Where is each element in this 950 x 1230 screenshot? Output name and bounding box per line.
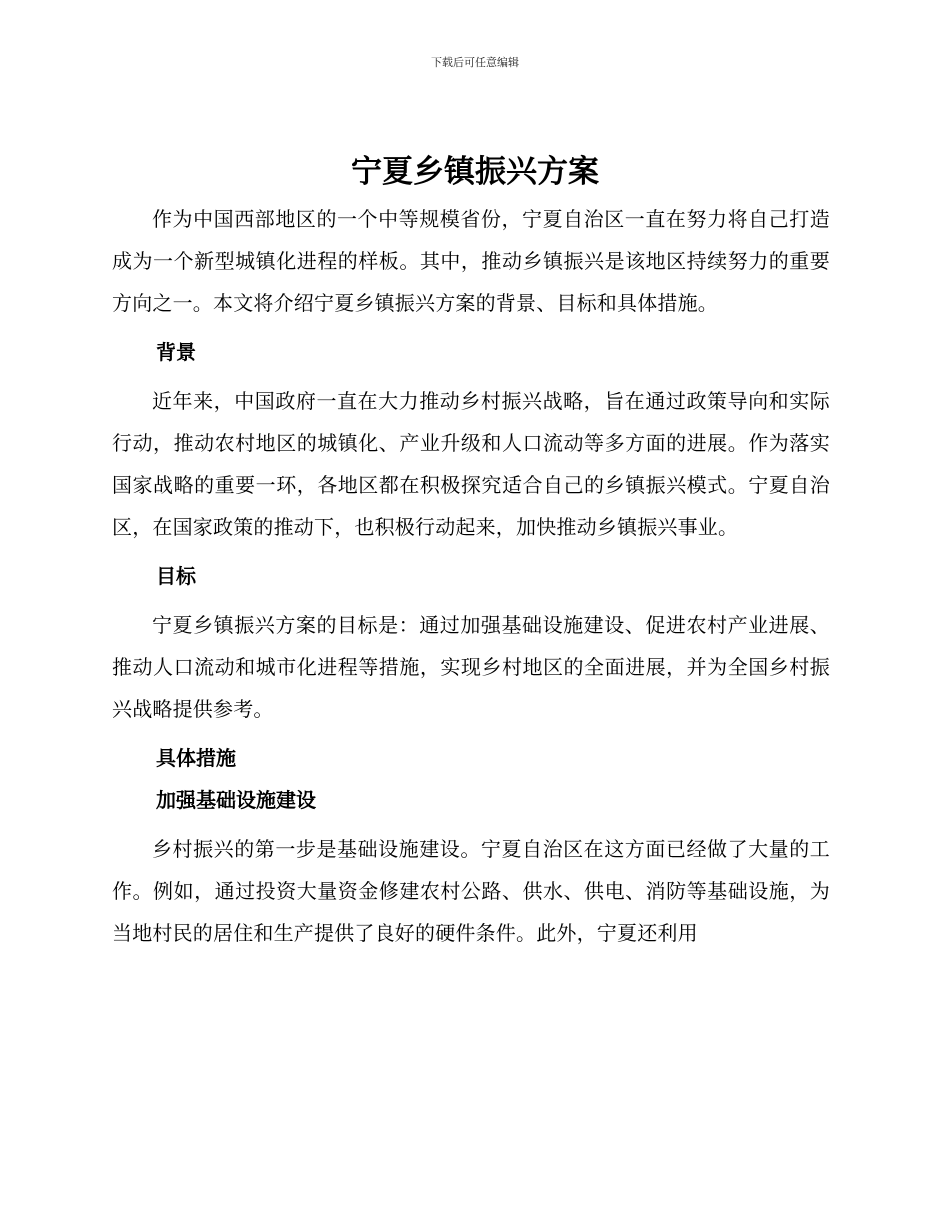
- document-body: [112, 198, 830, 954]
- section-heading-measures: 具体措施: [156, 746, 236, 770]
- section-paragraph-goal: 宁夏乡镇振兴方案的目标是：通过加强基础设施建设、促进农村产业进展、推动人口流动和城市化进程等措施，实现乡村地区的全面进展，并为全国乡村振兴战略提供参考。: [112, 613, 830, 721]
- section-paragraph-background: 近年来，中国政府一直在大力推动乡村振兴战略，旨在通过政策导向和实际行动，推动农村地区的城镇化、产业升级和人口流动等多方面的进展。作为落实国家战略的重要一环，各地区都在积极探究适合自己的乡镇振兴模式。宁夏自治区，在国家政策的推动下，也积极行动起来，加快推动乡镇振兴事业。: [112, 389, 830, 539]
- section-paragraph-infrastructure: 乡村振兴的第一步是基础设施建设。宁夏自治区在这方面已经做了大量的工作。例如，通过投资大量资金修建农村公路、供水、供电、消防等基础设施，为当地村民的居住和生产提供了良好的硬件条件。此外，宁夏还利用: [112, 837, 830, 945]
- section-heading-goal: 目标: [156, 564, 196, 588]
- section-heading-background: 背景: [156, 340, 196, 364]
- intro-paragraph: 作为中国西部地区的一个中等规模省份，宁夏自治区一直在努力将自己打造成为一个新型城镇化进程的样板。其中，推动乡镇振兴是该地区持续努力的重要方向之一。本文将介绍宁夏乡镇振兴方案的背景、目标和具体措施。: [112, 207, 830, 315]
- document-title: 宁夏乡镇振兴方案: [351, 154, 599, 190]
- header-note: 下载后可任意编辑: [431, 56, 519, 69]
- section-heading-infrastructure: 加强基础设施建设: [156, 788, 316, 812]
